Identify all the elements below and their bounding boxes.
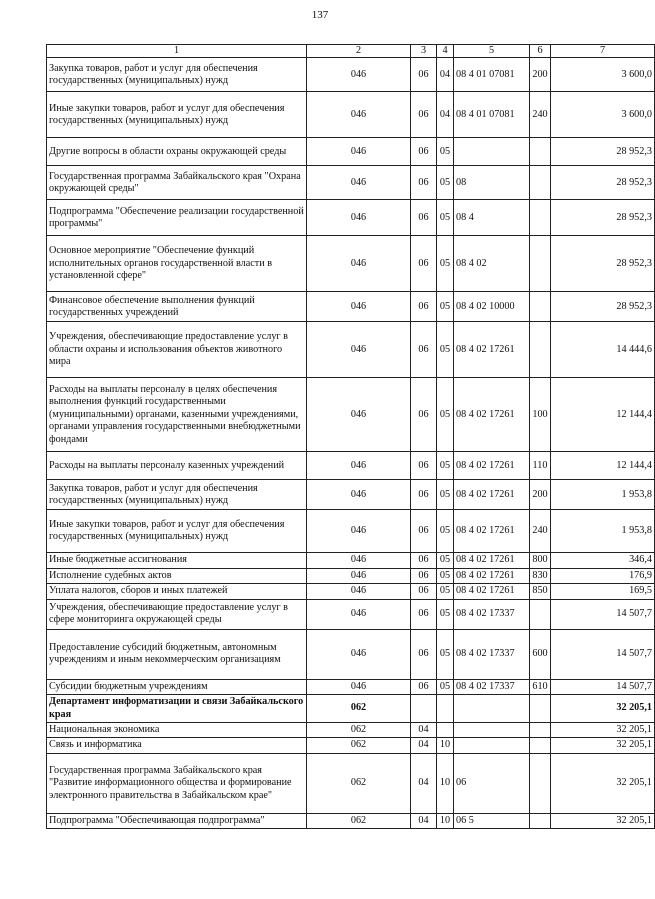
row-name: Национальная экономика [47, 723, 307, 738]
row-sum: 14 444,6 [551, 322, 655, 378]
table-row [47, 166, 655, 200]
row-csr-code [454, 738, 530, 753]
row-csr-code: 08 4 02 [454, 236, 530, 292]
row-vr-code [530, 753, 551, 813]
row-csr-code: 08 4 02 17337 [454, 679, 530, 694]
row-vr-code: 830 [530, 568, 551, 583]
table-row [47, 510, 655, 553]
row-vr-code: 610 [530, 679, 551, 694]
row-rz-code: 06 [411, 510, 437, 553]
row-pr-code: 05 [437, 200, 454, 236]
table-row [47, 322, 655, 378]
table-row [47, 584, 655, 599]
row-rz-code: 06 [411, 679, 437, 694]
table-header-row [47, 45, 655, 58]
row-vr-code: 800 [530, 553, 551, 568]
row-name: Уплата налогов, сборов и иных платежей [47, 584, 307, 599]
row-csr-code: 08 4 02 17261 [454, 480, 530, 510]
row-rz-code: 06 [411, 480, 437, 510]
row-name: Иные закупки товаров, работ и услуг для обеспечения государственных (муниципальных) нужд [47, 92, 307, 138]
row-rz-code [411, 695, 437, 723]
row-pr-code [437, 723, 454, 738]
header-cell: 1 [47, 45, 307, 58]
row-name: Иные закупки товаров, работ и услуг для обеспечения государственных (муниципальных) нужд [47, 510, 307, 553]
row-sum: 28 952,3 [551, 166, 655, 200]
row-pr-code: 05 [437, 510, 454, 553]
row-gr-code: 062 [307, 723, 411, 738]
row-vr-code [530, 292, 551, 322]
row-pr-code: 05 [437, 378, 454, 452]
row-vr-code [530, 166, 551, 200]
row-rz-code: 06 [411, 322, 437, 378]
table-row [47, 753, 655, 813]
row-gr-code: 046 [307, 292, 411, 322]
row-pr-code: 05 [437, 629, 454, 679]
row-vr-code: 600 [530, 629, 551, 679]
row-gr-code: 046 [307, 236, 411, 292]
row-vr-code: 240 [530, 92, 551, 138]
row-name: Другие вопросы в области охраны окружающей среды [47, 138, 307, 166]
row-rz-code: 06 [411, 166, 437, 200]
row-sum: 14 507,7 [551, 679, 655, 694]
row-csr-code: 08 4 [454, 200, 530, 236]
row-gr-code: 046 [307, 679, 411, 694]
row-vr-code [530, 738, 551, 753]
row-rz-code: 06 [411, 629, 437, 679]
row-name: Связь и информатика [47, 738, 307, 753]
table-row [47, 568, 655, 583]
row-rz-code: 06 [411, 553, 437, 568]
row-pr-code: 04 [437, 58, 454, 92]
row-sum: 1 953,8 [551, 510, 655, 553]
table-row [47, 599, 655, 629]
row-csr-code: 08 [454, 166, 530, 200]
row-vr-code: 200 [530, 480, 551, 510]
row-sum: 28 952,3 [551, 236, 655, 292]
row-name: Департамент информатизации и связи Забайкальского края [47, 695, 307, 723]
row-vr-code: 200 [530, 58, 551, 92]
row-rz-code: 06 [411, 599, 437, 629]
table-row [47, 292, 655, 322]
row-csr-code [454, 723, 530, 738]
row-pr-code: 05 [437, 553, 454, 568]
row-pr-code: 10 [437, 753, 454, 813]
row-rz-code: 06 [411, 452, 437, 480]
row-csr-code: 08 4 02 10000 [454, 292, 530, 322]
row-rz-code: 06 [411, 292, 437, 322]
row-gr-code: 046 [307, 58, 411, 92]
row-gr-code: 046 [307, 510, 411, 553]
row-gr-code: 062 [307, 813, 411, 828]
row-sum: 1 953,8 [551, 480, 655, 510]
header-cell: 4 [437, 45, 454, 58]
row-name: Подпрограмма "Обеспечивающая подпрограмма" [47, 813, 307, 828]
row-vr-code [530, 236, 551, 292]
row-gr-code: 062 [307, 753, 411, 813]
row-gr-code: 046 [307, 92, 411, 138]
row-name: Закупка товаров, работ и услуг для обеспечения государственных (муниципальных) нужд [47, 480, 307, 510]
table-row [47, 200, 655, 236]
row-rz-code: 04 [411, 723, 437, 738]
row-name: Финансовое обеспечение выполнения функций государственных учреждений [47, 292, 307, 322]
table-row [47, 236, 655, 292]
row-rz-code: 06 [411, 138, 437, 166]
table-row [47, 92, 655, 138]
row-csr-code: 08 4 02 17261 [454, 584, 530, 599]
row-vr-code [530, 599, 551, 629]
row-vr-code [530, 723, 551, 738]
row-pr-code: 05 [437, 452, 454, 480]
table-row [47, 813, 655, 828]
row-gr-code: 046 [307, 378, 411, 452]
row-vr-code [530, 322, 551, 378]
table-row [47, 553, 655, 568]
row-gr-code: 062 [307, 738, 411, 753]
row-sum: 3 600,0 [551, 58, 655, 92]
row-sum: 176,9 [551, 568, 655, 583]
row-pr-code: 05 [437, 568, 454, 583]
row-vr-code [530, 138, 551, 166]
row-pr-code: 05 [437, 138, 454, 166]
row-gr-code: 046 [307, 200, 411, 236]
row-vr-code: 100 [530, 378, 551, 452]
row-pr-code: 10 [437, 813, 454, 828]
row-gr-code: 046 [307, 480, 411, 510]
row-pr-code [437, 695, 454, 723]
row-vr-code: 110 [530, 452, 551, 480]
row-csr-code: 08 4 01 07081 [454, 92, 530, 138]
row-gr-code: 046 [307, 138, 411, 166]
table-row [47, 452, 655, 480]
row-vr-code [530, 200, 551, 236]
row-pr-code: 04 [437, 92, 454, 138]
row-sum: 28 952,3 [551, 200, 655, 236]
row-gr-code: 046 [307, 322, 411, 378]
row-rz-code: 06 [411, 200, 437, 236]
row-pr-code: 05 [437, 292, 454, 322]
row-csr-code: 08 4 02 17261 [454, 322, 530, 378]
row-name: Расходы на выплаты персоналу в целях обеспечения выполнения функций государственными (муниципальными) органами, казенными учреждениями, органами управления государственными внебюджетными фондами [47, 378, 307, 452]
row-csr-code [454, 695, 530, 723]
row-name: Расходы на выплаты персоналу казенных учреждений [47, 452, 307, 480]
row-csr-code: 08 4 02 17261 [454, 378, 530, 452]
row-pr-code: 05 [437, 584, 454, 599]
table-row [47, 679, 655, 694]
row-pr-code: 05 [437, 322, 454, 378]
row-rz-code: 04 [411, 813, 437, 828]
header-cell: 2 [307, 45, 411, 58]
row-csr-code: 08 4 02 17337 [454, 599, 530, 629]
table-row [47, 138, 655, 166]
row-sum: 32 205,1 [551, 753, 655, 813]
row-name: Учреждения, обеспечивающие предоставление услуг в области охраны и использования объектов животного мира [47, 322, 307, 378]
table-row [47, 480, 655, 510]
row-name: Субсидии бюджетным учреждениям [47, 679, 307, 694]
table-body [47, 45, 655, 829]
row-csr-code [454, 138, 530, 166]
table-row [47, 695, 655, 723]
row-name: Учреждения, обеспечивающие предоставление услуг в сфере мониторинга окружающей среды [47, 599, 307, 629]
row-gr-code: 046 [307, 568, 411, 583]
row-rz-code: 06 [411, 584, 437, 599]
row-csr-code: 08 4 02 17261 [454, 510, 530, 553]
row-gr-code: 046 [307, 553, 411, 568]
page-number: 137 [311, 9, 329, 21]
row-gr-code: 062 [307, 695, 411, 723]
table-row [47, 629, 655, 679]
budget-table [46, 44, 655, 829]
row-pr-code: 05 [437, 236, 454, 292]
row-vr-code: 240 [530, 510, 551, 553]
row-pr-code: 10 [437, 738, 454, 753]
row-csr-code: 06 [454, 753, 530, 813]
row-csr-code: 06 5 [454, 813, 530, 828]
row-sum: 3 600,0 [551, 92, 655, 138]
row-rz-code: 04 [411, 738, 437, 753]
row-sum: 28 952,3 [551, 292, 655, 322]
row-rz-code: 06 [411, 58, 437, 92]
row-csr-code: 08 4 02 17337 [454, 629, 530, 679]
row-csr-code: 08 4 02 17261 [454, 452, 530, 480]
row-gr-code: 046 [307, 166, 411, 200]
row-rz-code: 06 [411, 568, 437, 583]
row-vr-code [530, 695, 551, 723]
row-csr-code: 08 4 01 07081 [454, 58, 530, 92]
row-pr-code: 05 [437, 166, 454, 200]
row-sum: 14 507,7 [551, 629, 655, 679]
row-sum: 169,5 [551, 584, 655, 599]
header-cell: 7 [551, 45, 655, 58]
row-name: Иные бюджетные ассигнования [47, 553, 307, 568]
row-gr-code: 046 [307, 452, 411, 480]
row-vr-code [530, 813, 551, 828]
row-vr-code: 850 [530, 584, 551, 599]
row-rz-code: 06 [411, 378, 437, 452]
row-csr-code: 08 4 02 17261 [454, 553, 530, 568]
row-rz-code: 04 [411, 753, 437, 813]
row-sum: 32 205,1 [551, 695, 655, 723]
row-sum: 28 952,3 [551, 138, 655, 166]
row-rz-code: 06 [411, 92, 437, 138]
row-sum: 14 507,7 [551, 599, 655, 629]
header-cell: 3 [411, 45, 437, 58]
row-name: Закупка товаров, работ и услуг для обеспечения государственных (муниципальных) нужд [47, 58, 307, 92]
row-name: Исполнение судебных актов [47, 568, 307, 583]
header-cell: 5 [454, 45, 530, 58]
row-name: Подпрограмма "Обеспечение реализации государственной программы" [47, 200, 307, 236]
row-sum: 32 205,1 [551, 723, 655, 738]
row-sum: 12 144,4 [551, 452, 655, 480]
row-gr-code: 046 [307, 629, 411, 679]
row-pr-code: 05 [437, 599, 454, 629]
table-row [47, 738, 655, 753]
header-cell: 6 [530, 45, 551, 58]
table-row [47, 378, 655, 452]
row-csr-code: 08 4 02 17261 [454, 568, 530, 583]
row-pr-code: 05 [437, 480, 454, 510]
row-sum: 32 205,1 [551, 813, 655, 828]
row-sum: 12 144,4 [551, 378, 655, 452]
row-rz-code: 06 [411, 236, 437, 292]
row-name: Основное мероприятие "Обеспечение функций исполнительных органов государственной власти в установленной сфере" [47, 236, 307, 292]
row-name: Государственная программа Забайкальского края "Охрана окружающей среды" [47, 166, 307, 200]
row-pr-code: 05 [437, 679, 454, 694]
row-sum: 32 205,1 [551, 738, 655, 753]
row-name: Предоставление субсидий бюджетным, автономным учреждениям и иным некоммерческим организациям [47, 629, 307, 679]
row-gr-code: 046 [307, 584, 411, 599]
row-sum: 346,4 [551, 553, 655, 568]
row-gr-code: 046 [307, 599, 411, 629]
table-row [47, 58, 655, 92]
table-row [47, 723, 655, 738]
row-name: Государственная программа Забайкальского края "Развитие информационного общества и формирование электронного правительства в Забайкальском крае" [47, 753, 307, 813]
